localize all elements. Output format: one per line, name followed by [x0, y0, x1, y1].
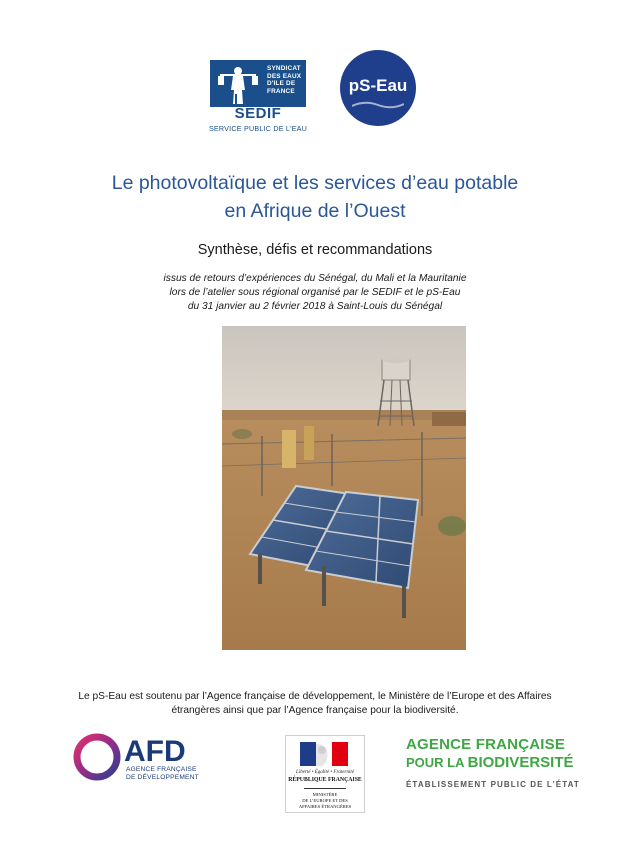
wave-icon: [352, 100, 404, 110]
ministry-logo: [285, 735, 365, 813]
afd-subtitle-2: DE DÉVELOPPEMENT: [126, 774, 199, 781]
sedif-logo-box: [210, 60, 306, 107]
afd-name: AFD: [124, 735, 186, 768]
pseau-name: pS-Eau: [348, 76, 408, 95]
context-line1: issus de retours d’expériences du Sénégal, du Mali et la Mauritanie: [163, 273, 467, 284]
ministry-divider: [304, 788, 346, 789]
ofb-line2: POUR LA BIODIVERSITÉ: [406, 754, 574, 771]
afd-ring-icon: [72, 731, 122, 783]
solar-panels-photo: [222, 326, 466, 650]
page-title-line1: Le photovoltaïque et les services d’eau potable: [111, 172, 519, 194]
afd-subtitle-1: AGENCE FRANÇAISE: [126, 766, 197, 773]
ofb-line3: ÉTABLISSEMENT PUBLIC DE L’ÉTAT: [406, 780, 580, 789]
ministry-motto: Liberté • Égalité • Fraternité: [296, 770, 354, 775]
marianne-icon: [286, 736, 364, 770]
water-carrier-icon: [216, 64, 260, 104]
pseau-logo: [340, 50, 416, 126]
sedif-subtitle: SERVICE PUBLIC DE L'EAU: [208, 124, 308, 133]
ofb-logo: [404, 736, 580, 796]
page-subtitle: Synthèse, défis et recommandations: [197, 242, 433, 258]
afd-logo: [72, 731, 202, 783]
page-title-line2: en Afrique de l’Ouest: [224, 200, 406, 222]
context-line2: lors de l’atelier sous régional organisé par le SEDIF et le pS-Eau: [169, 287, 461, 298]
ofb-line1: AGENCE FRANÇAISE: [406, 736, 566, 753]
support-statement: Le pS-Eau est soutenu par l’Agence française de développement, le Ministère de l’Europe et des Affaires étrangères ainsi que par l’Agence française pour la biodiversité.: [78, 691, 552, 716]
sedif-logo: [210, 60, 306, 135]
ministry-name: MINISTÈRE DE L’EUROPE ET DES AFFAIRES ÉTRANGÈRES: [298, 792, 352, 809]
context-line3: du 31 janvier au 2 février 2018 à Saint-Louis du Sénégal: [187, 301, 443, 312]
ministry-republic: RÉPUBLIQUE FRANÇAISE: [288, 777, 362, 783]
sedif-box-text: SYNDICAT DES EAUX D'ILE DE FRANCE: [267, 65, 302, 95]
sedif-name: SEDIF: [234, 105, 282, 122]
